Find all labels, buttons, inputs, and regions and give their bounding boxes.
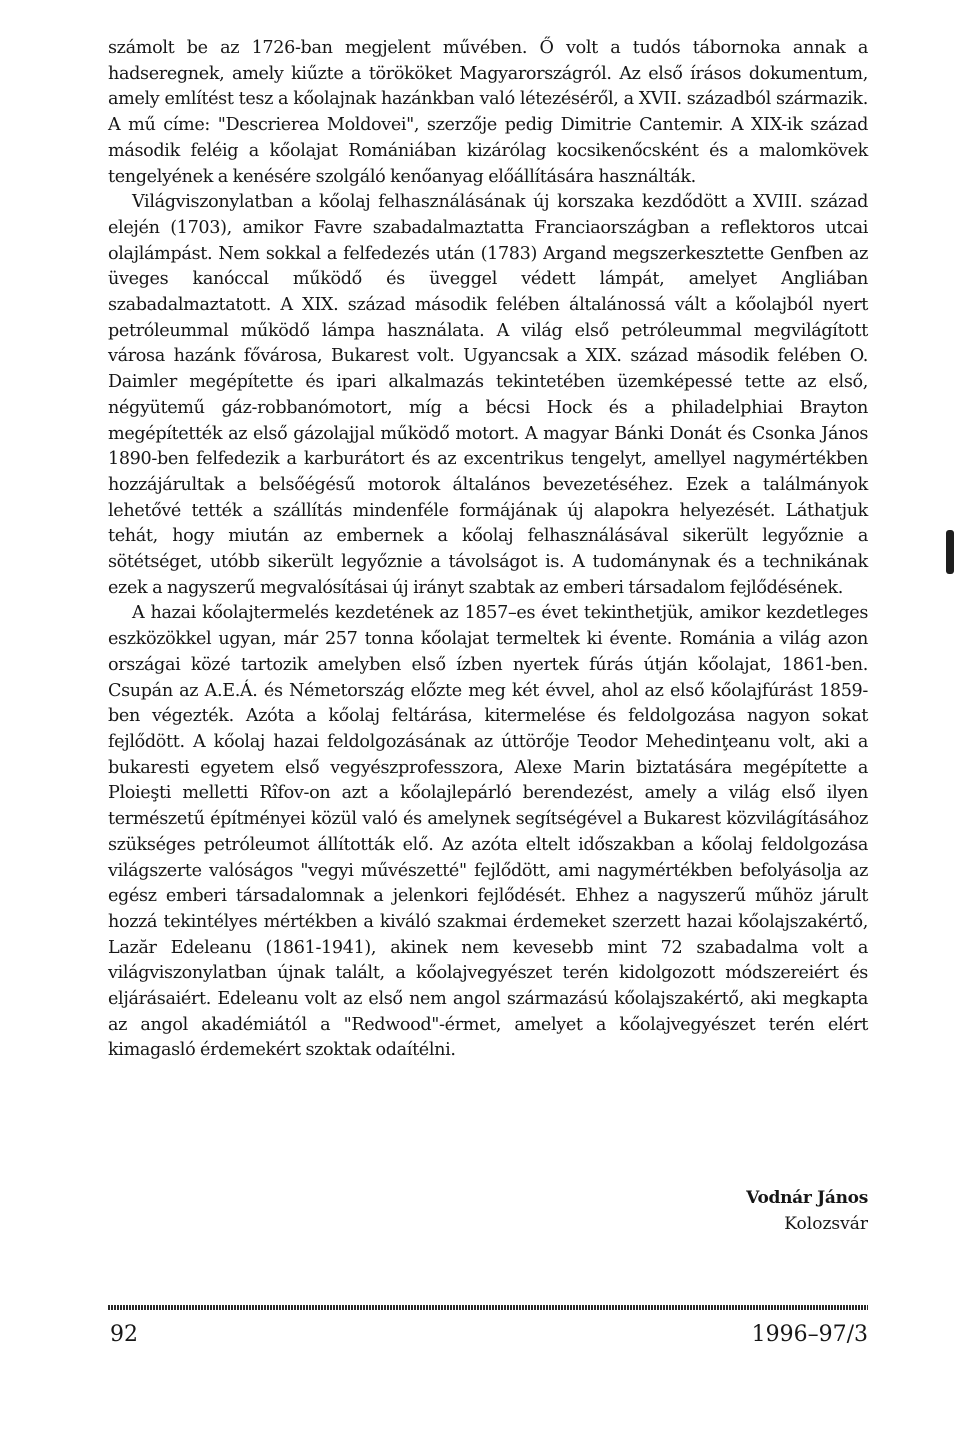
author-name: Vodnár János [746,1188,868,1208]
paragraph-3: A hazai kőolajtermelés kezdetének az 1857–es évet tekinthetjük, amikor kezdetleges eszközökkel ugyan, már 257 tonna kőolajat termeltek ki évente. Románia a világ azon országai közé tartozik amelyben első ízben nyertek fúrás útján kőolajat, 1861-ben. Csupán az A.E.Á. és Németország előzte meg két évvel, ahol az első kőolajfúrást 1859-ben végezték. Azóta a kőolaj feltárása, kitermelése és feldolgozása nagyon sokat fejlődött. A kőolaj hazai feldolgozásának az úttörője Teodor Mehedinţeanu volt, aki a bukaresti egyetem első vegyészprofesszora, Alexe Marin biztatására megépítette a Ploieşti melletti Rîfov-on azt a kőolajlepárló berendezést, amely a világ első ilyen természetű építményei közül való és amelynek segítségével a Bukarest közvilágításához szükséges petróleumot állították elő. Az azóta eltelt időszakban a kőolaj feldolgozása világszerte valóságos "vegyi művészetté" fejlődött, ami nagymértékben befolyásolja az egész emberi társadalomnak a jelenkori fejlődését. Ehhez a nagyszerű műhöz járult hozzá tekintélyes mértékben a kiváló szakmai érdemeket szerzett hazai kőolajszakértő, Lazăr Edeleanu (1861-1941), akinek nem kevesebb mint 72 szabadalma volt a világviszonylatban újnak talált, a kőolajvegyészet terén kidolgozott módszereiért és eljárásaiért. Edeleanu volt az első nem angol származású kőolajszakértő, aki megkapta az angol akadémiától a "Redwood"-érmet, amelyet a kőolajvegyészet terén elért kimagasló érdemekért szoktak odaítélni. [108,603,868,1061]
author-signature [746,1185,868,1237]
issue-number: 1996–97/3 [751,1322,868,1347]
article-body [108,36,868,1064]
paragraph-2: Világviszonylatban a kőolaj felhasználásának új korszaka kezdődött a XVIII. század elején (1703), amikor Favre szabadalmaztatta Franciaországban a reflektoros utcai olajlámpást. Nem sokkal a felfedezés után (1783) Argand megszerkesztette Genfben az üveges kanóccal működő és üveggel védett lámpát, amelyet Angliában szabadalmaztatott. A XIX. század második felében általánossá vált a kőolajból nyert petróleummal működő lámpa használata. A világ első petróleummal megvilágított városa hazánk fővárosa, Bukarest volt. Ugyancsak a XIX. század második felében O. Daimler megépítette és ipari alkalmazás tekintetében üzemképessé tette az első, négyütemű gáz-robbanómotort, míg a bécsi Hock és a philadelphiai Brayton megépítették az első gázolajjal működő motort. A magyar Bánki Donát és Csonka János 1890-ben felfedezik a karburátort és az excentrikus tengelyt, amellyel nagymértékben hozzájárultak a belsőégésű motorok általános bevezetéséhez. Ezek a találmányok lehetővé tették a szállítás mindenféle formájának új alapokra helyezését. Láthatjuk tehát, hogy miután az embernek a kőolaj felhasználásával sikerült legyőznie a sötétséget, utóbb sikerült legyőznie a távolságot is. A tudománynak és a technikának ezek a nagyszerű megvalósításai új irányt szabtak az emberi társadalom fejlődésének. [108,192,868,598]
page-number: 92 [110,1322,138,1347]
paragraph-1: számolt be az 1726-ban megjelent művében. Ő volt a tudós tábornoka annak a hadseregnek, amely kiűzte a törököket Magyarországról. Az első írásos dokumentum, amely említést tesz a kőolajnak hazánkban való létezéséről, a XVII. századból származik. A mű címe: "Descrierea Moldovei", szerzője pedig Dimitrie Cantemir. A XIX-ik század második feléig a kőolajat Romániában kizárólag kocsikenőcsként és a malomkövek tengelyének a kenésére szolgáló kenőanyag előállítására használták. [108,38,868,187]
author-location: Kolozsvár [784,1214,868,1234]
scan-edge-mark [946,530,954,574]
footer-divider [108,1305,868,1310]
